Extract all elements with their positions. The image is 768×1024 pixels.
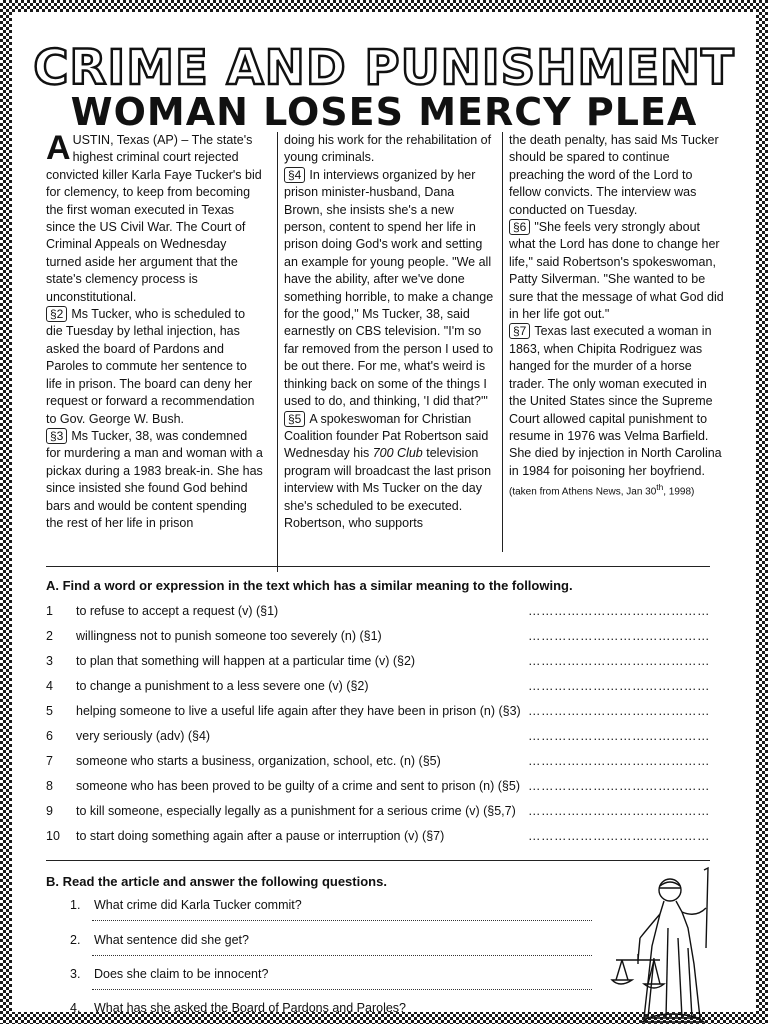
question-text: What crime did Karla Tucker commit? xyxy=(94,898,302,912)
divider xyxy=(46,860,710,861)
answer-blank[interactable]: …………………………………… xyxy=(528,754,710,768)
question-number: 2 xyxy=(46,629,53,643)
paragraph-2: §2 Ms Tucker, who is scheduled to die Tuesday by lethal injection, has asked the board of Pardons and Paroles to commute her sentence to life in prison. The board can deny her request or forward a recommendation to Gov. George W. Bush. xyxy=(46,307,255,426)
answer-blank[interactable]: …………………………………… xyxy=(528,654,710,668)
question-row xyxy=(46,627,710,652)
answer-blank[interactable]: …………………………………… xyxy=(528,779,710,793)
question-text: to start doing something again after a pause or interruption (v) (§7) xyxy=(76,829,445,843)
paragraph-5-continued: the death penalty, has said Ms Tucker should be spared to continue preaching the word of the Lord to fellow convicts. The interview was conducted on Tuesday. xyxy=(509,133,719,217)
kicker-title: CRIME AND PUNISHMENT xyxy=(33,40,735,96)
source-citation: (taken from Athens News, Jan 30th, 1998) xyxy=(509,482,695,498)
question-row xyxy=(46,752,710,777)
drop-cap: A xyxy=(46,129,71,167)
question-b-row xyxy=(70,1001,406,1015)
question-text: very seriously (adv) (§4) xyxy=(76,729,211,743)
question-row xyxy=(46,727,710,752)
question-number: 1 xyxy=(46,604,53,618)
question-number: 6 xyxy=(46,729,53,743)
paragraph-tag-4: §4 xyxy=(284,167,305,183)
question-number: 3 xyxy=(46,654,53,668)
answer-blank[interactable]: …………………………………… xyxy=(528,729,710,743)
paragraph-tag-7: §7 xyxy=(509,323,530,339)
show-title: 700 Club xyxy=(372,446,423,461)
paragraph-3-continued: doing his work for the rehabilitation of young criminals. xyxy=(284,133,492,165)
section-a-list xyxy=(46,602,710,852)
question-text: to kill someone, especially legally as a punishment for a serious crime (v) (§5,7) xyxy=(76,804,516,818)
question-number: 1. xyxy=(70,898,81,912)
question-b-row xyxy=(70,967,268,981)
question-row xyxy=(46,602,710,627)
question-text: someone who starts a business, organization, school, etc. (n) (§5) xyxy=(76,754,441,768)
section-b-title: B. Read the article and answer the following questions. xyxy=(46,874,387,889)
paragraph-5: §5 A spokeswoman for Christian Coalition founder Pat Robertson said Wednesday his 700 Club television program will broadcast the last prison interview with Ms Tucker on the day she's scheduled to be executed. Robertson, who supports xyxy=(284,411,492,530)
worksheet xyxy=(26,20,742,1024)
question-text: Does she claim to be innocent? xyxy=(94,967,269,981)
paragraph-4: §4 In interviews organized by her prison minister-husband, Dana Brown, she insists she's a new person, content to spend her life in prison doing God's work and setting an example for young people. "We all have the ability, after we've done something horrible, to make a change for the good," Ms Tucker, 38, said earnestly on CBS television. "I'm so far removed from the person I used to be out there. For me, what's weird is thinking back on some of the things I used to do, and thinking, 'I did that?'" xyxy=(284,167,494,409)
question-text: to plan that something will happen at a particular time (v) (§2) xyxy=(76,654,416,668)
question-number: 9 xyxy=(46,804,53,818)
paragraph-tag-3: §3 xyxy=(46,428,67,444)
question-number: 3. xyxy=(70,967,81,981)
answer-blank[interactable]: …………………………………… xyxy=(528,704,710,718)
question-text: willingness not to punish someone too severely (n) (§1) xyxy=(76,629,382,643)
paragraph-tag-5: §5 xyxy=(284,411,305,427)
question-number: 2. xyxy=(70,933,81,947)
question-text: to refuse to accept a request (v) (§1) xyxy=(76,604,279,618)
answer-blank[interactable]: …………………………………… xyxy=(528,629,710,643)
headline: WOMAN LOSES MERCY PLEA xyxy=(70,90,698,134)
article-column-2 xyxy=(277,132,496,572)
divider xyxy=(46,566,710,567)
question-b-row xyxy=(70,933,249,947)
article-columns xyxy=(46,129,726,572)
question-text: someone who has been proved to be guilty of a crime and sent to prison (n) (§5) xyxy=(76,779,521,793)
answer-blank[interactable]: …………………………………… xyxy=(528,679,710,693)
question-row xyxy=(46,802,710,827)
answer-line[interactable] xyxy=(92,955,592,956)
paragraph-6: §6 "She feels very strongly about what the Lord has done to change her life," said Robertson's spokeswoman, Patty Silverman. "She wanted to be sure that the message of what God did in her life got out." xyxy=(509,220,724,322)
answer-blank[interactable]: …………………………………… xyxy=(528,604,710,618)
question-text: helping someone to live a useful life again after they have been in prison (n) (§3) xyxy=(76,704,521,718)
question-number: 10 xyxy=(46,829,60,843)
answer-line[interactable] xyxy=(92,920,592,921)
answer-line[interactable] xyxy=(92,989,592,990)
question-text: What has she asked the Board of Pardons and Paroles? xyxy=(94,1001,406,1015)
question-number: 4 xyxy=(46,679,53,693)
paragraph-1: AUSTIN, Texas (AP) – The state's highest criminal court rejected convicted killer Karla Faye Tucker's bid for clemency, to keep from becoming the first woman executed in Texas since the US Civil War. The Court of Criminal Appeals on Wednesday turned aside her argument that the state's clemency process is unconstitutional. xyxy=(46,129,262,304)
paragraph-7: §7 Texas last executed a woman in 1863, when Chipita Rodriguez was hanged for the murder of a horse trader. The only woman executed in the United States since the Supreme Court allowed capital punishment to resume in 1976 was Velma Barfield. She died by injection in North Carolina in 1984 for poisoning her boyfriend. xyxy=(509,324,722,478)
question-row xyxy=(46,702,710,727)
section-a-title: A. Find a word or expression in the text which has a similar meaning to the following. xyxy=(46,578,573,593)
question-number: 7 xyxy=(46,754,53,768)
question-text: to change a punishment to a less severe one (v) (§2) xyxy=(76,679,369,693)
article-column-3 xyxy=(502,132,727,552)
answer-blank[interactable]: …………………………………… xyxy=(528,804,710,818)
question-number: 4. xyxy=(70,1001,81,1015)
question-row xyxy=(46,677,710,702)
question-number: 8 xyxy=(46,779,53,793)
question-b-row xyxy=(70,898,302,912)
lady-justice-illustration xyxy=(608,868,726,1024)
paragraph-tag-2: §2 xyxy=(46,306,67,322)
question-row xyxy=(46,827,710,852)
question-number: 5 xyxy=(46,704,53,718)
question-row xyxy=(46,777,710,802)
answer-blank[interactable]: …………………………………… xyxy=(528,829,710,843)
paragraph-3: §3 Ms Tucker, 38, was condemned for murdering a man and woman with a pickax during a 1983 break-in. She has since insisted she found God behind bars and would be content spending the rest of her life in prison xyxy=(46,428,263,530)
question-text: What sentence did she get? xyxy=(94,933,249,947)
paragraph-tag-6: §6 xyxy=(509,219,530,235)
question-row xyxy=(46,652,710,677)
article-column-1 xyxy=(46,129,264,530)
